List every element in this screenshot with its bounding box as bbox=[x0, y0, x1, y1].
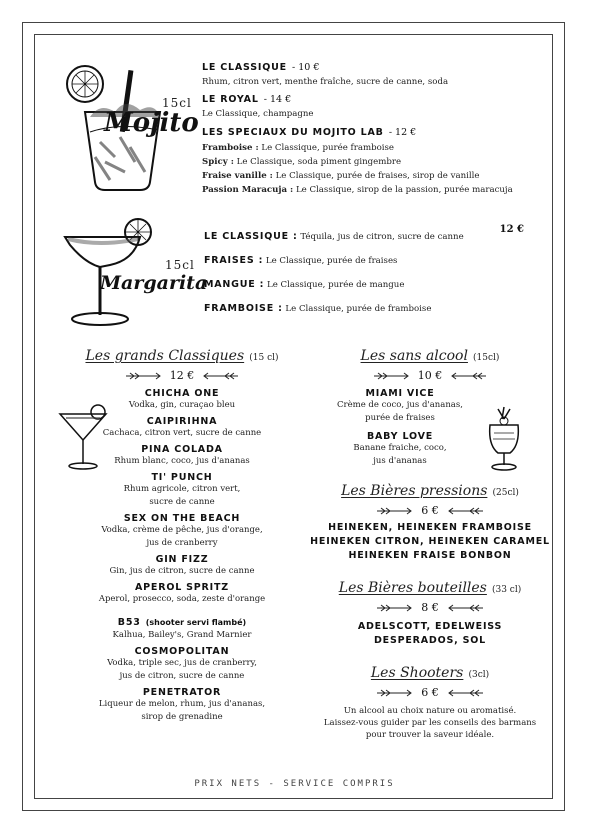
list-item bbox=[62, 687, 302, 724]
shooters-text-line: Laissez-vous guider par les conseils des barmans bbox=[323, 718, 537, 728]
item-name: BABY LOVE bbox=[366, 431, 434, 442]
item-name: MIAMI VICE bbox=[365, 388, 435, 399]
item-desc: sirop de grenadine bbox=[141, 712, 223, 722]
item-desc: Banane fraiche, coco, bbox=[353, 443, 447, 453]
bieres-pression-volume: (25cl) bbox=[492, 488, 519, 498]
item-name: TI' PUNCH bbox=[151, 472, 213, 483]
mojito-special-item bbox=[202, 141, 542, 155]
item-desc: Gin, jus de citron, sucre de canne bbox=[109, 566, 255, 576]
list-item bbox=[62, 513, 302, 550]
beer-line: DESPERADOS, SOL bbox=[373, 635, 487, 646]
item-name: FRAISES : bbox=[204, 255, 264, 266]
shooters-price-row bbox=[310, 686, 550, 699]
footer-note: PRIX NETS - SERVICE COMPRIS bbox=[194, 779, 395, 789]
martini-glass-illustration bbox=[58, 402, 108, 472]
item-desc: Rhum blanc, coco, jus d'ananas bbox=[114, 456, 250, 466]
bieres-bouteilles-price-row bbox=[310, 601, 550, 614]
sans-alcool-price-row bbox=[310, 369, 550, 382]
bieres-bouteilles-volume: (33 cl) bbox=[491, 585, 522, 595]
item-name: PINA COLADA bbox=[141, 444, 223, 455]
arrow-right-icon bbox=[445, 689, 483, 697]
item-note: (shooter servi flambé) bbox=[145, 618, 247, 627]
list-item bbox=[310, 388, 490, 425]
mojito-royal-title: LE ROYAL bbox=[202, 94, 259, 105]
arrow-right-icon bbox=[200, 372, 238, 380]
mojito-royal-desc: Le Classique, champagne bbox=[202, 109, 314, 119]
mojito-special-item bbox=[202, 169, 542, 183]
bieres-bouteilles-price: 8 € bbox=[421, 601, 439, 614]
mojito-classique-desc: Rhum, citron vert, menthe fraîche, sucre de canne, soda bbox=[202, 77, 449, 87]
arrow-left-icon bbox=[377, 507, 415, 515]
bieres-pression-price-row bbox=[310, 504, 550, 517]
item-desc: Le Classique, purée de fraises bbox=[263, 256, 398, 266]
classiques-price-row bbox=[62, 369, 302, 382]
arrow-right-icon bbox=[448, 372, 486, 380]
shooters-price: 6 € bbox=[421, 686, 439, 699]
item-desc: Le Classique, sirop de la passion, purée maracuja bbox=[293, 185, 513, 195]
item-desc: Vodka, crème de pêche, jus d'orange, bbox=[101, 525, 263, 535]
tropical-cocktail-illustration bbox=[484, 405, 524, 473]
item-desc: Crème de coco, jus d'ananas, bbox=[337, 400, 463, 410]
margarita-script-title: Margarita bbox=[100, 272, 208, 294]
shooters-text-line: pour trouver la saveur idéale. bbox=[365, 730, 495, 740]
item-name: LE CLASSIQUE : bbox=[204, 231, 298, 242]
item-desc: Cachaca, citron vert, sucre de canne bbox=[102, 428, 262, 438]
list-item bbox=[62, 646, 302, 683]
classiques-title: Les grands Classiques bbox=[85, 348, 245, 364]
beer-line: HEINEKEN FRAISE BONBON bbox=[348, 550, 512, 561]
item-desc: Rhum agricole, citron vert, bbox=[123, 484, 241, 494]
list-item bbox=[62, 472, 302, 509]
item-desc: Le Classique, purée de mangue bbox=[264, 280, 405, 290]
item-name: CHICHA ONE bbox=[144, 388, 220, 399]
item-desc: sucre de canne bbox=[149, 497, 215, 507]
margarita-item bbox=[204, 296, 524, 320]
margarita-item bbox=[204, 248, 524, 272]
bieres-bouteilles-title: Les Bières bouteilles bbox=[338, 580, 487, 596]
mojito-classique-price: - 10 € bbox=[292, 62, 320, 73]
arrow-right-icon bbox=[445, 604, 483, 612]
bieres-pression-title: Les Bières pressions bbox=[341, 483, 488, 499]
mojito-speciaux-title: LES SPECIAUX DU MOJITO LAB bbox=[202, 127, 384, 138]
item-name: Passion Maracuja : bbox=[202, 185, 294, 195]
item-name: Fraise vanille : bbox=[202, 171, 273, 181]
item-name: COSMOPOLITAN bbox=[134, 646, 230, 657]
list-item bbox=[62, 610, 302, 642]
mojito-speciaux-price: - 12 € bbox=[388, 127, 417, 138]
mojito-volume: 15cl bbox=[162, 96, 192, 110]
mojito-royal-price: - 14 € bbox=[263, 94, 292, 105]
item-desc: purée de fraises bbox=[365, 413, 435, 423]
sans-alcool-title: Les sans alcool bbox=[360, 348, 468, 364]
item-desc: Le Classique, purée framboise bbox=[258, 143, 395, 153]
sans-alcool-volume: (15cl) bbox=[473, 353, 500, 363]
item-desc: jus de citron, sucre de canne bbox=[119, 671, 245, 681]
arrow-left-icon bbox=[377, 689, 415, 697]
item-desc: jus d'ananas bbox=[373, 456, 427, 466]
beer-line: HEINEKEN CITRON, HEINEKEN CARAMEL bbox=[310, 536, 550, 547]
shooters-text-line: Un alcool au choix nature ou aromatisé. bbox=[343, 706, 517, 716]
item-name: MANGUE : bbox=[204, 279, 265, 290]
classiques-price: 12 € bbox=[169, 369, 195, 382]
item-desc: Aperol, prosecco, soda, zeste d'orange bbox=[98, 594, 266, 604]
arrow-left-icon bbox=[377, 604, 415, 612]
item-desc: jus de cranberry bbox=[146, 538, 218, 548]
mojito-special-item bbox=[202, 155, 542, 169]
mojito-script-title: Mojito bbox=[104, 108, 199, 138]
item-desc: Vodka, gin, curaçao bleu bbox=[128, 400, 236, 410]
margarita-volume: 15cl bbox=[165, 258, 195, 272]
item-desc: Kalhua, Bailey's, Grand Marnier bbox=[112, 630, 252, 640]
list-item bbox=[62, 554, 302, 578]
classiques-volume: (15 cl) bbox=[249, 353, 279, 363]
list-item bbox=[310, 431, 490, 468]
list-item bbox=[62, 582, 302, 606]
item-desc: Le Classique, purée de fraises, sirop de vanille bbox=[272, 171, 480, 181]
item-name: SEX ON THE BEACH bbox=[123, 513, 241, 524]
arrow-left-icon bbox=[126, 372, 164, 380]
item-name: Spicy : bbox=[202, 157, 234, 167]
item-desc: Vodka, triple sec, jus de cranberry, bbox=[107, 658, 257, 668]
sans-alcool-price: 10 € bbox=[417, 369, 443, 382]
beer-line: HEINEKEN, HEINEKEN FRAMBOISE bbox=[328, 522, 532, 533]
mojito-section bbox=[202, 57, 542, 197]
item-desc: Le Classique, purée de framboise bbox=[282, 304, 432, 314]
item-name: GIN FIZZ bbox=[155, 554, 209, 565]
item-name: PENETRATOR bbox=[142, 687, 222, 698]
item-name: B53 bbox=[117, 617, 141, 628]
item-name: FRAMBOISE : bbox=[204, 303, 283, 314]
arrow-left-icon bbox=[374, 372, 412, 380]
item-name: Framboise : bbox=[202, 143, 259, 153]
mojito-special-item bbox=[202, 183, 542, 197]
bieres-pression-price: 6 € bbox=[421, 504, 439, 517]
shooters-title: Les Shooters bbox=[370, 665, 464, 681]
mojito-classique-title: LE CLASSIQUE bbox=[202, 62, 287, 73]
item-name: CAIPIRIHNA bbox=[146, 416, 218, 427]
margarita-item bbox=[204, 224, 524, 248]
beer-line: ADELSCOTT, EDELWEISS bbox=[357, 621, 503, 632]
item-desc: Liqueur de melon, rhum, jus d'ananas, bbox=[98, 699, 266, 709]
margarita-item bbox=[204, 272, 524, 296]
item-desc: Le Classique, soda piment gingembre bbox=[233, 157, 402, 167]
shooters-volume: (3cl) bbox=[468, 670, 490, 680]
arrow-right-icon bbox=[445, 507, 483, 515]
margarita-section bbox=[204, 224, 524, 320]
item-desc: Téquila, jus de citron, sucre de canne bbox=[297, 232, 464, 242]
margarita-price: 12 € bbox=[499, 224, 524, 235]
item-name: APEROL SPRITZ bbox=[135, 582, 229, 593]
